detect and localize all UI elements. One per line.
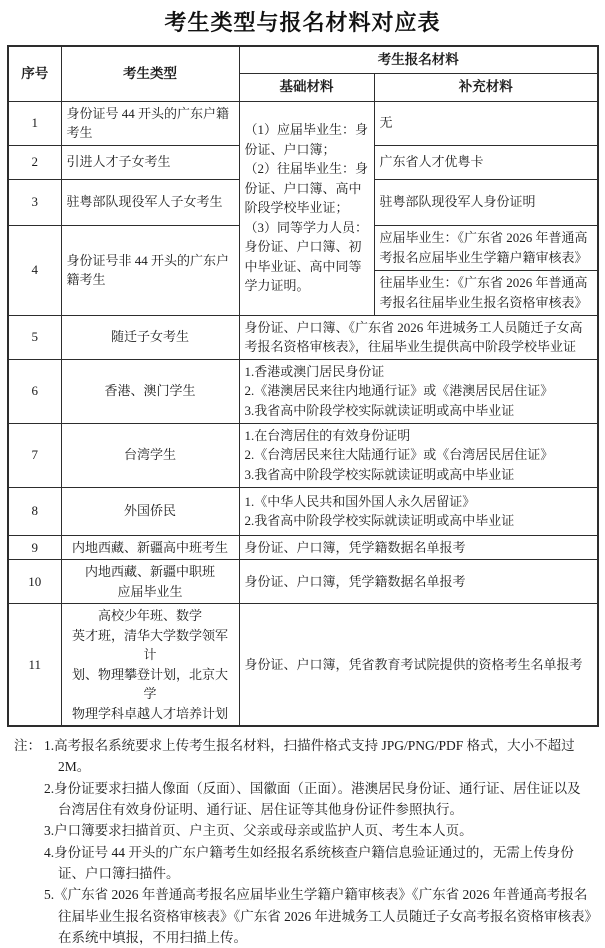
cell-type: 身份证号非 44 开头的广东户籍考生: [61, 225, 239, 315]
materials-table: [7, 45, 599, 727]
cell-type: 内地西藏、新疆中职班 应届毕业生: [61, 560, 239, 604]
cell-seq: 6: [8, 359, 61, 423]
note-item: 5.《广东省 2026 年普通高考报名应届毕业生学籍户籍审核表》《广东省 2026 年普通高考报名往届毕业生报名资格审核表》《广东省 2026 年进城务工人员随迁子女高考报名资格审核表》在系统中填报，不用扫描上传。: [44, 887, 592, 945]
table-row: [8, 604, 598, 727]
cell-supplement: 驻粤部队现役军人身份证明: [374, 179, 598, 225]
cell-type: 引进人才子女考生: [61, 145, 239, 179]
table-row: [8, 560, 598, 604]
note-item: 3.户口簿要求扫描首页、户主页、父亲或母亲或监护人页、考生本人页。: [44, 823, 473, 839]
table-row: [8, 101, 598, 145]
cell-materials: 身份证、户口簿、《广东省 2026 年进城务工人员随迁子女高考报名资格审核表》，往届毕业生提供高中阶段学校毕业证: [239, 315, 598, 359]
note-item: 2.身份证要求扫描人像面（反面）、国徽面（正面）。港澳居民身份证、通行证、居住证以及台湾居住有效身份证明、通行证、居住证等其他身份证件参照执行。: [44, 780, 581, 817]
page-title: 考生类型与报名材料对应表: [164, 10, 441, 35]
cell-basic-materials: （1）应届毕业生：身份证、户口簿； （2）往届毕业生：身份证、户口簿、高中阶段学校毕业证； （3）同等学力人员：身份证、户口簿、初中毕业证、高中同等学力证明。: [239, 101, 374, 315]
cell-seq: 2: [8, 145, 61, 179]
cell-materials: 身份证、户口簿，凭省教育考试院提供的资格考生名单报考: [239, 604, 598, 727]
cell-materials: 1.香港或澳门居民身份证 2.《港澳居民来往内地通行证》或《港澳居民居住证》 3.我省高中阶段学校实际就读证明或高中毕业证: [239, 359, 598, 423]
note-item: 1.高考报名系统要求上传考生报名材料，扫描件格式支持 JPG/PNG/PDF 格式，大小不超过 2M。: [44, 738, 575, 775]
note-item: 4.身份证号 44 开头的广东户籍考生如经报名系统核查户籍信息验证通过的，无需上传身份证、户口簿扫描件。: [44, 844, 574, 881]
cell-seq: 11: [8, 604, 61, 727]
cell-seq: 10: [8, 560, 61, 604]
header-basic: 基础材料: [239, 74, 374, 101]
notes-label: 注：: [14, 738, 41, 753]
cell-supplement-current-grad: 应届毕业生：《广东省 2026 年普通高考报名应届毕业生学籍户籍审核表》: [374, 225, 598, 270]
cell-materials: 身份证、户口簿，凭学籍数据名单报考: [239, 535, 598, 560]
notes-section: [14, 735, 593, 948]
header-type: 考生类型: [61, 46, 239, 101]
cell-type: 随迁子女考生: [61, 315, 239, 359]
header-row-1: [8, 46, 598, 74]
cell-seq: 8: [8, 487, 61, 535]
cell-type: 身份证号 44 开头的广东户籍考生: [61, 101, 239, 145]
cell-type: 内地西藏、新疆高中班考生: [61, 535, 239, 560]
header-materials: 考生报名材料: [239, 46, 598, 74]
cell-type: 香港、澳门学生: [61, 359, 239, 423]
table-row: [8, 535, 598, 560]
header-seq: 序号: [8, 46, 61, 101]
header-supplement: 补充材料: [374, 74, 598, 101]
cell-seq: 9: [8, 535, 61, 560]
cell-seq: 5: [8, 315, 61, 359]
cell-seq: 3: [8, 179, 61, 225]
cell-materials: 1.在台湾居住的有效身份证明 2.《台湾居民来往大陆通行证》或《台湾居民居住证》 3.我省高中阶段学校实际就读证明或高中毕业证: [239, 423, 598, 487]
cell-materials: 1.《中华人民共和国外国人永久居留证》 2.我省高中阶段学校实际就读证明或高中毕业证: [239, 487, 598, 535]
cell-seq: 4: [8, 225, 61, 315]
table-row: [8, 315, 598, 359]
cell-type: 台湾学生: [61, 423, 239, 487]
cell-supplement: 广东省人才优粤卡: [374, 145, 598, 179]
cell-seq: 1: [8, 101, 61, 145]
cell-type: 高校少年班、数学 英才班，清华大学数学领军计 划、物理攀登计划，北京大学 物理学科卓越人才培养计划: [61, 604, 239, 727]
cell-type: 外国侨民: [61, 487, 239, 535]
cell-supplement-former-grad: 往届毕业生：《广东省 2026 年普通高考报名往届毕业生报名资格审核表》: [374, 270, 598, 315]
notes-items: [44, 735, 593, 948]
table-row: [8, 359, 598, 423]
cell-type: 驻粤部队现役军人子女考生: [61, 179, 239, 225]
cell-seq: 7: [8, 423, 61, 487]
table-row: [8, 423, 598, 487]
cell-materials: 身份证、户口簿，凭学籍数据名单报考: [239, 560, 598, 604]
cell-supplement: 无: [374, 101, 598, 145]
table-row: [8, 487, 598, 535]
